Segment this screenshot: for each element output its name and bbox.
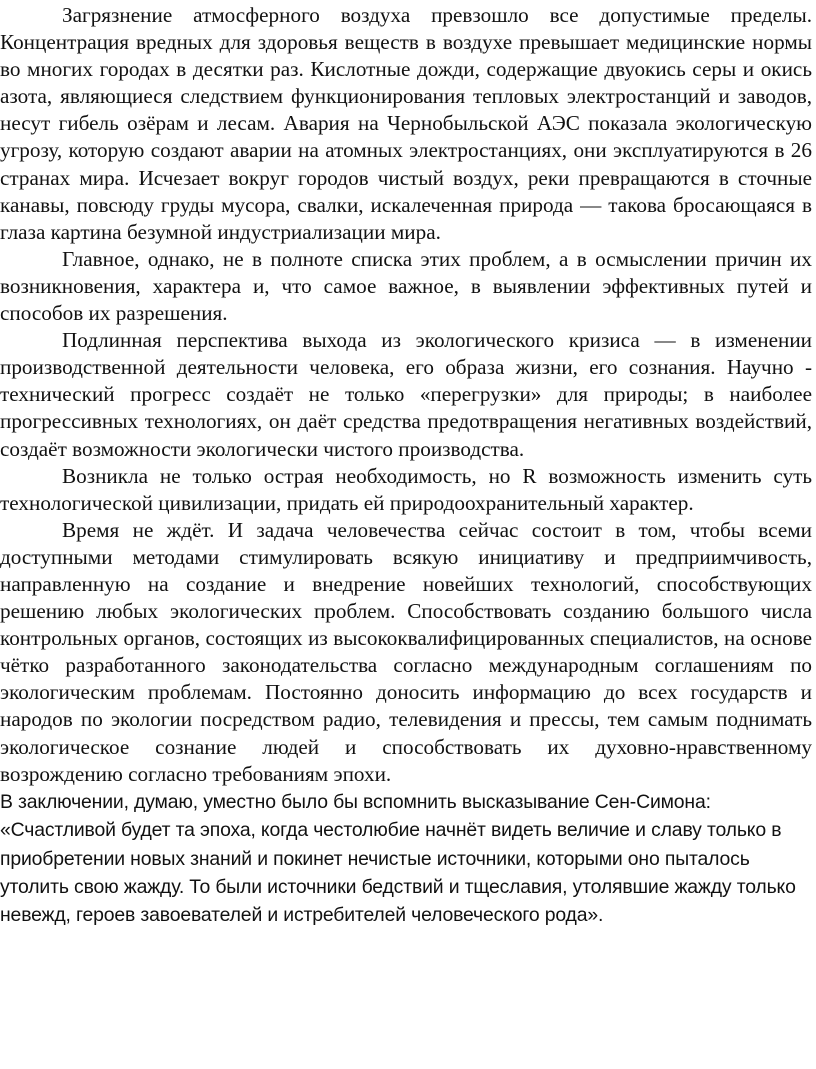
- document-page: [0, 2, 812, 930]
- paragraph-conclusion-quote: В заключении, думаю, уместно было бы вспомнить высказывание Сен-Симона: «Счастливой будет та эпоха, когда честолюбие начнёт видеть величие и славу только в приобретении новых знаний и покинет нечистые источники, которыми оно пыталось утолить свою жажду. То были источники бедствий и тщеславия, утолявшие жажду только невежд, героев завоевателей и истребителей человеческого рода».: [0, 790, 796, 927]
- paragraph-air-pollution: Загрязнение атмосферного воздуха превзошло все допустимые пределы. Концентрация вредных для здоровья веществ в воздухе превышает медицинские нормы во многих городах в десятки раз. Кислотные дожди, содержащие двуокись серы и окись азота, являющиеся следствием функционирования тепловых электростанций и заводов, несут гибель озёрам и лесам. Авария на Чернобыльской АЭС показала экологическую угрозу, которую создают аварии на атомных электростанциях, они эксплуатируются в 26 странах мира. Исчезает вокруг городов чистый воздух, реки превращаются в сточные канавы, повсюду груды мусора, свалки, искалеченная природа — такова бросающаяся в глаза картина безумной индустриализации мира.: [0, 3, 812, 244]
- paragraph-perspective: Подлинная перспектива выхода из экологического кризиса — в изменении производственной деятельности человека, его образа жизни, его сознания. Научно - технический прогресс создаёт не только «перегрузки» для природы; в наиболее прогрессивных технологиях, он даёт средства предотвращения негативных воздействий, создаёт возможности экологически чистого производства.: [0, 328, 812, 461]
- paragraph-necessity: Возникла не только острая необходимость, но R возможность изменить суть технологической цивилизации, придать ей природоохранительный характер.: [0, 463, 812, 515]
- paragraph-main-point: Главное, однако, не в полноте списка этих проблем, а в осмыслении причин их возникновения, характера и, что самое важное, в выявлении эффективных путей и способов их разрешения.: [0, 246, 812, 326]
- paragraph-time: Время не ждёт. И задача человечества сейчас состоит в том, чтобы всеми доступными методами стимулировать всякую инициативу и предприимчивость, направленную на создание и внедрение новейших технологий, способствующих решению любых экологических проблем. Способствовать созданию большого числа контрольных органов, состоящих из высококвалифицированных специалистов, на основе чётко разработанного законодательства согласно международным соглашениям по экологическим проблемам. Постоянно доносить информацию до всех государств и народов по экологии посредством радио, телевидения и прессы, тем самым поднимать экологическое сознание людей и способствовать их духовно-нравственному возрождению согласно требованиям эпохи.: [0, 517, 812, 786]
